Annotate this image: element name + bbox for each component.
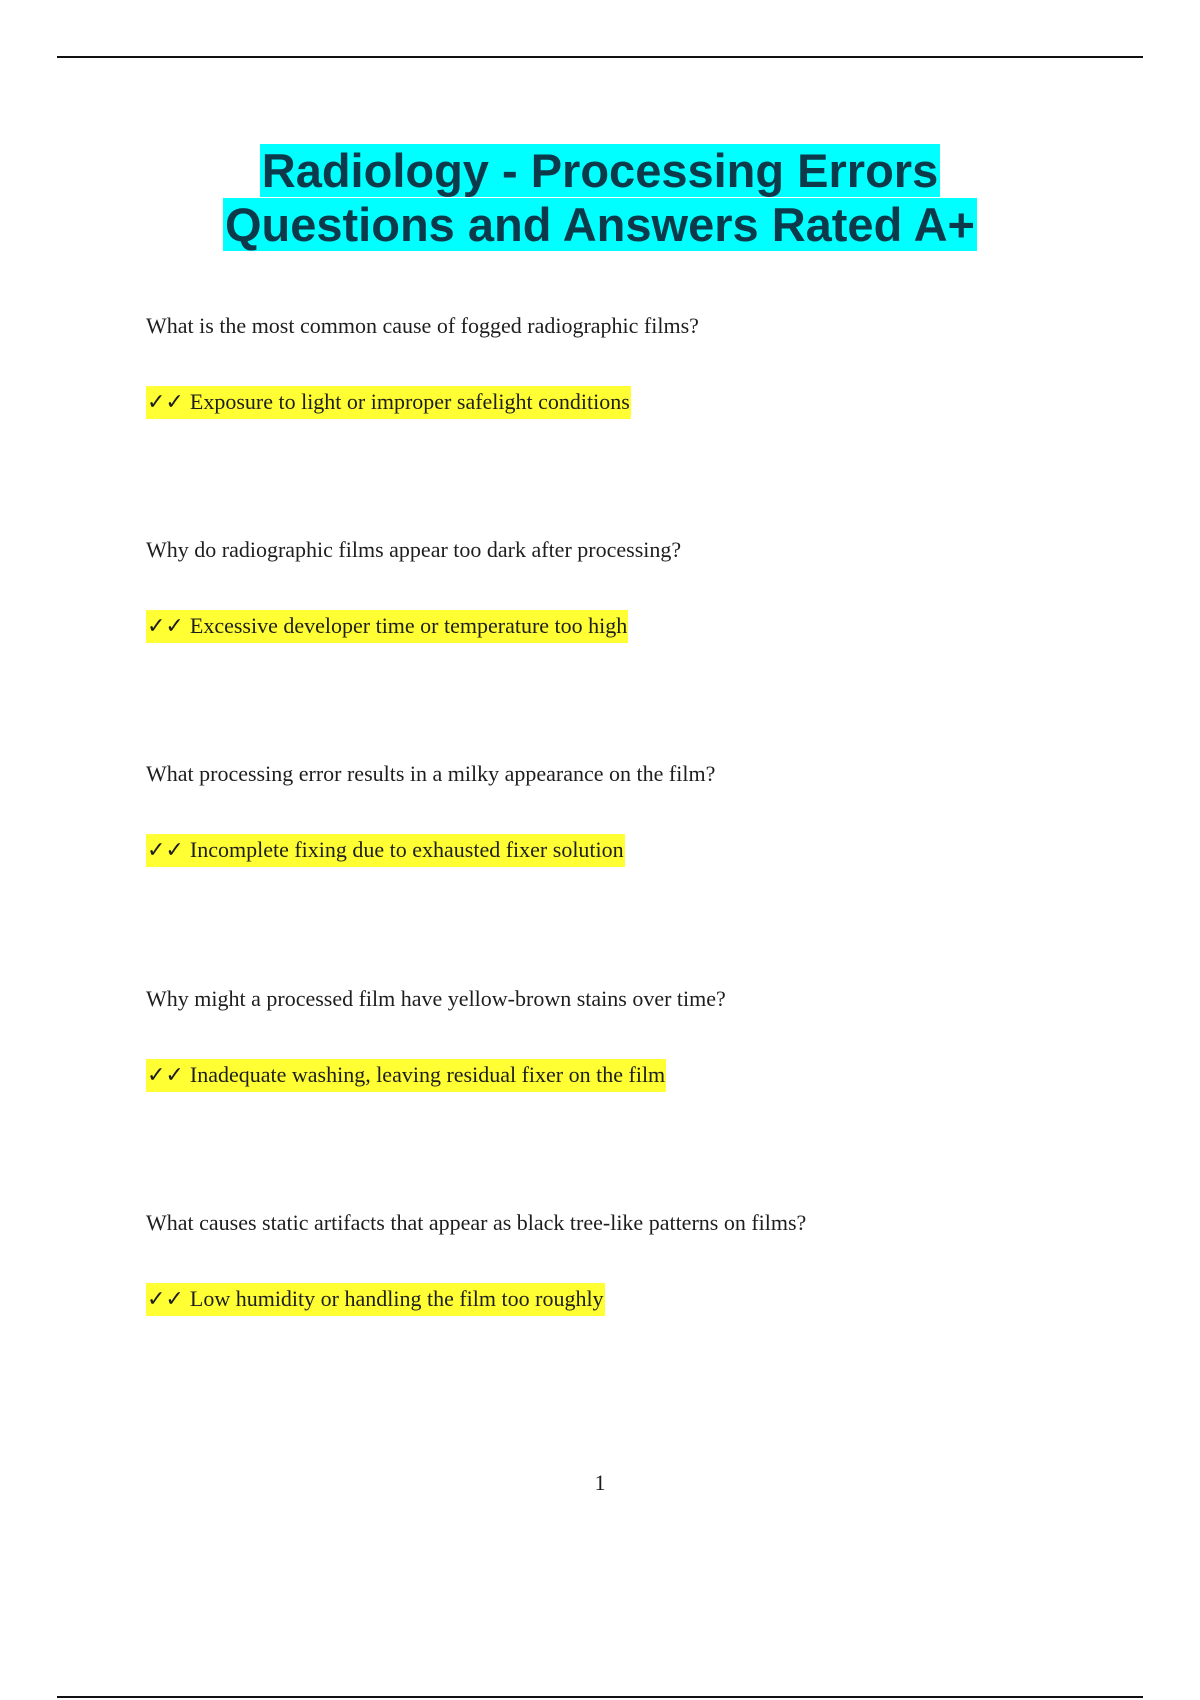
- question-text: What processing error results in a milky appearance on the film?: [146, 761, 716, 786]
- answer-highlight: [146, 610, 628, 643]
- answer-text: Exposure to light or improper safelight conditions: [189, 389, 630, 414]
- question-text: Why might a processed film have yellow-brown stains over time?: [146, 986, 726, 1011]
- answer-highlight: [146, 834, 625, 867]
- question-text: What is the most common cause of fogged radiographic films?: [146, 313, 699, 338]
- qa-item: [146, 312, 1146, 415]
- page-number: 1: [594, 1470, 606, 1495]
- answer-highlight: [146, 1283, 605, 1316]
- double-check-icon: ✓✓: [147, 390, 184, 415]
- answer-text: Inadequate washing, leaving residual fixer on the film: [189, 1062, 666, 1087]
- document-title: [0, 144, 1200, 252]
- question-text: Why do radiographic films appear too dark after processing?: [146, 537, 682, 562]
- question-text: What causes static artifacts that appear as black tree-like patterns on films?: [146, 1210, 807, 1235]
- qa-item: [146, 1209, 1146, 1312]
- qa-item: [146, 536, 1146, 639]
- double-check-icon: ✓✓: [147, 614, 184, 639]
- title-line-2: Questions and Answers Rated A+: [224, 198, 975, 251]
- double-check-icon: ✓✓: [147, 838, 184, 863]
- answer-text: Incomplete fixing due to exhausted fixer solution: [189, 837, 624, 862]
- answer-highlight: [146, 1059, 666, 1092]
- title-line-1: Radiology - Processing Errors: [261, 144, 939, 197]
- answer-text: Low humidity or handling the film too roughly: [189, 1286, 604, 1311]
- answer-text: Excessive developer time or temperature too high: [189, 613, 628, 638]
- answer-highlight: [146, 386, 631, 419]
- qa-item: [146, 760, 1146, 863]
- double-check-icon: ✓✓: [147, 1063, 184, 1088]
- qa-item: [146, 985, 1146, 1088]
- bottom-rule: [57, 1696, 1143, 1698]
- double-check-icon: ✓✓: [147, 1287, 184, 1312]
- top-rule: [57, 56, 1143, 58]
